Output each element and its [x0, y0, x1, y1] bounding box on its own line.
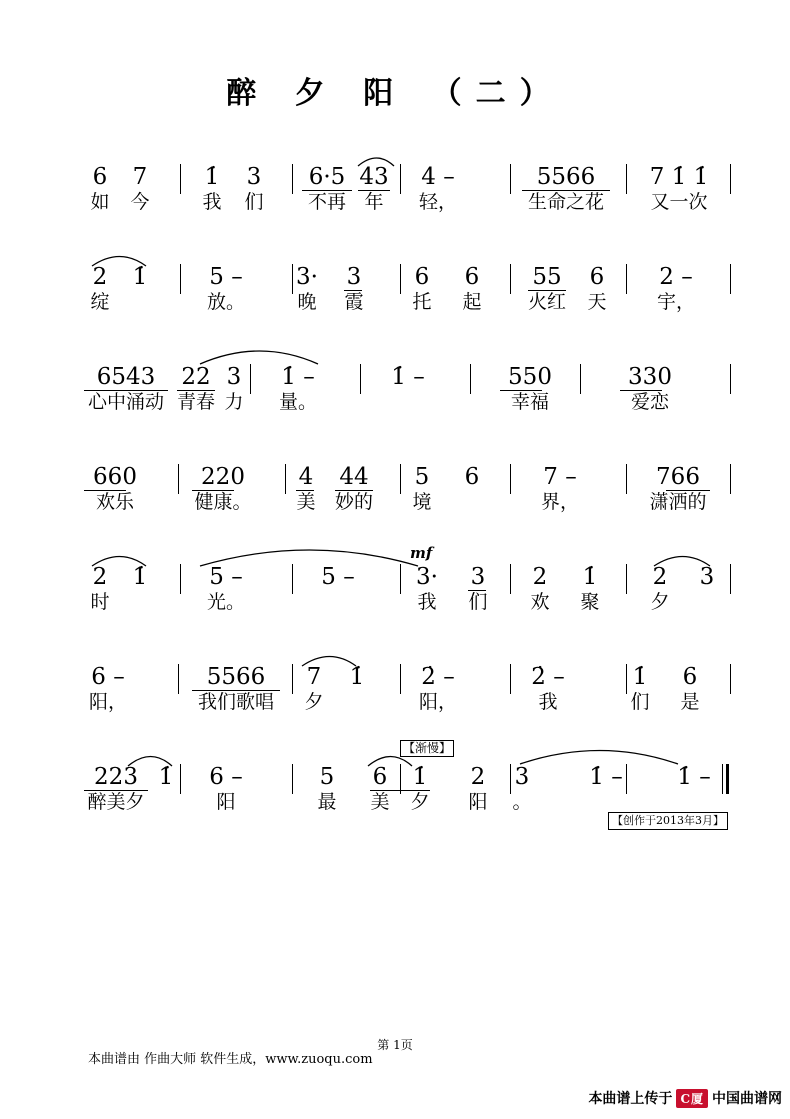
- note-cell: [636, 164, 722, 214]
- note-number: 5: [414, 464, 430, 490]
- barline: [626, 464, 627, 494]
- barline: [730, 664, 731, 694]
- beam-line: [335, 490, 373, 491]
- lyric-text: 。: [512, 791, 532, 813]
- lyric-text: 境: [412, 491, 432, 513]
- lyric-text: 美: [370, 791, 390, 813]
- note-cell: [154, 764, 178, 790]
- lyric-text: 放。: [206, 291, 245, 313]
- note-cell: [198, 264, 254, 314]
- note-cell: [628, 664, 652, 714]
- score-line-2: [70, 250, 730, 350]
- score-line-1: [70, 150, 730, 250]
- note-cell: [88, 564, 112, 614]
- lyric-text: 醉美夕: [87, 791, 145, 813]
- lyric-text: 幸福: [510, 391, 549, 413]
- barline: [400, 264, 401, 294]
- beam-line: [358, 190, 390, 191]
- barline: [292, 664, 293, 694]
- barline: [730, 464, 731, 494]
- barline: [730, 264, 731, 294]
- note-cell: [410, 664, 466, 714]
- lyric-text: 宇，: [656, 291, 695, 313]
- note-cell: [80, 464, 150, 514]
- note-cell: [128, 564, 152, 590]
- lyric-text: 夕: [410, 791, 430, 813]
- barline: [626, 664, 627, 694]
- note-cell: [518, 164, 614, 214]
- beam-line: [177, 390, 215, 391]
- lyric-text: 生命之花: [527, 191, 604, 213]
- lyric-text: 托: [412, 291, 432, 313]
- dynamic-mf: mf: [410, 544, 433, 562]
- note-cell: [666, 764, 722, 790]
- barline: [580, 364, 581, 394]
- note-number: 3: [346, 264, 362, 290]
- uploaded-by-label: 本曲谱上传于: [588, 1091, 673, 1107]
- note-cell: [174, 364, 218, 414]
- note-cell: [345, 664, 369, 690]
- note-number: 3·: [296, 264, 318, 290]
- note-number: 5566: [206, 664, 266, 690]
- note-number: 660: [93, 464, 137, 490]
- beam-line: [302, 190, 352, 191]
- lyric-text: 聚: [580, 591, 600, 613]
- lyric-text: 妙的: [334, 491, 373, 513]
- note-number: 3: [514, 764, 530, 790]
- barline: [400, 564, 401, 594]
- lyric-text: 阳，: [88, 691, 127, 713]
- music-score: [70, 150, 730, 860]
- lyric-text: 力: [224, 391, 244, 413]
- slur-arc: [200, 344, 320, 366]
- note-cell: [302, 664, 326, 714]
- note-number: 4 –: [421, 164, 455, 190]
- note-cell: [342, 264, 366, 314]
- note-number: 330: [628, 364, 672, 390]
- lyric-text: 霞: [344, 291, 364, 313]
- lyric-text: 我: [538, 691, 558, 713]
- barline: [510, 664, 511, 694]
- lyric-text: 欢: [530, 591, 550, 613]
- note-number: 22: [181, 364, 211, 390]
- note-number: 6: [92, 164, 108, 190]
- note-cell: [525, 264, 569, 314]
- note-cell: [188, 664, 284, 714]
- slur-arc: [358, 152, 396, 168]
- note-number: 3: [699, 564, 715, 590]
- note-cell: [292, 264, 322, 314]
- note-number: 1̇: [204, 164, 220, 190]
- note-number: 1̇ –: [677, 764, 711, 790]
- note-number: 2 –: [659, 264, 693, 290]
- note-number: 2: [92, 264, 108, 290]
- note-cell: [302, 164, 352, 214]
- barline: [626, 164, 627, 194]
- note-number: 3: [470, 564, 486, 590]
- barline: [360, 364, 361, 394]
- lyric-text: 们: [630, 691, 650, 713]
- thin-barline: [722, 764, 723, 794]
- barline: [292, 564, 293, 594]
- note-cell: [648, 264, 704, 314]
- barline: [400, 464, 401, 494]
- note-cell: [532, 464, 588, 514]
- lyric-text: 潇洒的: [649, 491, 707, 513]
- note-cell: [128, 164, 152, 214]
- note-number: 2: [470, 764, 486, 790]
- note-number: 6 –: [209, 764, 243, 790]
- score-line-6: [70, 650, 730, 750]
- barline: [400, 664, 401, 694]
- lyric-text: 我: [417, 591, 437, 613]
- score-line-7: [70, 741, 730, 860]
- note-number: 6: [589, 264, 605, 290]
- note-number: 7 1̇ 1̇: [649, 164, 709, 190]
- note-number: 6: [372, 764, 388, 790]
- final-barline: [722, 764, 730, 794]
- lyric-text: 光。: [206, 591, 245, 613]
- note-number: 223: [94, 764, 138, 790]
- note-number: 2̇ –: [531, 664, 565, 690]
- barline: [180, 564, 181, 594]
- note-cell: [128, 264, 152, 290]
- note-number: 3: [226, 364, 242, 390]
- note-number: 6: [682, 664, 698, 690]
- lyric-text: 夕: [650, 591, 670, 613]
- lyric-text: 起: [462, 291, 482, 313]
- note-number: 5 –: [209, 564, 243, 590]
- lyric-text: 我们歌唱: [197, 691, 274, 713]
- note-number: 6 –: [91, 664, 125, 690]
- note-number: 6: [464, 264, 480, 290]
- note-cell: [412, 564, 442, 614]
- note-cell: [368, 764, 392, 814]
- note-cell: [638, 464, 718, 514]
- note-cell: [310, 564, 366, 590]
- note-cell: [520, 664, 576, 714]
- site-name[interactable]: 中国曲谱网: [712, 1091, 782, 1107]
- note-number: 1̇: [132, 564, 148, 590]
- lyric-text: 又一次: [650, 191, 708, 213]
- note-cell: [380, 364, 436, 390]
- lyric-text: 阳，: [418, 691, 457, 713]
- site-credit: [588, 1088, 782, 1108]
- note-number: 1̇ –: [589, 764, 623, 790]
- note-number: 1̇: [632, 664, 648, 690]
- note-cell: [578, 764, 634, 790]
- note-number: 5566: [536, 164, 596, 190]
- note-cell: [615, 364, 685, 414]
- page-number: 第 1页: [377, 1038, 413, 1052]
- beam-line: [522, 190, 610, 191]
- note-number: 3·: [416, 564, 438, 590]
- note-number: 2: [532, 564, 548, 590]
- thick-barline: [726, 764, 729, 794]
- note-cell: [88, 264, 112, 314]
- barline: [250, 364, 251, 394]
- lyric-text: 时: [90, 591, 110, 613]
- lyric-text: 量。: [278, 391, 317, 413]
- note-cell: [315, 764, 339, 814]
- note-number: 43: [359, 164, 389, 190]
- note-cell: [88, 164, 112, 214]
- lyric-text: 绽: [90, 291, 110, 313]
- lyric-text: 爱恋: [630, 391, 669, 413]
- beam-line: [500, 390, 542, 391]
- beam-line: [296, 490, 314, 491]
- lyric-text: 美: [296, 491, 316, 513]
- note-number: 5 –: [321, 564, 355, 590]
- lyric-text: 晚: [297, 291, 317, 313]
- barline: [510, 164, 511, 194]
- note-cell: [270, 364, 326, 414]
- lyric-text: 是: [680, 691, 700, 713]
- lyric-text: 最: [317, 791, 337, 813]
- note-number: 5: [319, 764, 335, 790]
- lyric-text: 天: [587, 291, 607, 313]
- lyric-text: 们: [468, 591, 488, 613]
- score-line-5: [70, 544, 730, 650]
- note-cell: [198, 764, 254, 814]
- note-cell: [695, 564, 719, 590]
- lyric-text: 阳: [468, 791, 488, 813]
- note-cell: [80, 764, 152, 814]
- note-cell: [410, 464, 434, 514]
- barline: [180, 264, 181, 294]
- note-cell: [294, 464, 318, 514]
- beam-line: [666, 490, 710, 491]
- note-number: 2: [92, 564, 108, 590]
- lyric-text: 阳: [216, 791, 236, 813]
- beam-line: [84, 790, 148, 791]
- lyric-text: 们: [244, 191, 264, 213]
- note-cell: [578, 564, 602, 614]
- note-cell: [200, 164, 224, 214]
- barline: [626, 564, 627, 594]
- lyric-text: 年: [364, 191, 384, 213]
- lyric-text: 界，: [540, 491, 579, 513]
- note-number: 1̇ –: [391, 364, 425, 390]
- slur-arc-long: [520, 744, 680, 766]
- lyric-text: 今: [130, 191, 150, 213]
- beam-line: [344, 290, 362, 291]
- note-cell: [460, 464, 484, 490]
- note-number: 4: [298, 464, 314, 490]
- note-number: 1̇: [582, 564, 598, 590]
- note-cell: [198, 564, 254, 614]
- lyric-text: 轻，: [418, 191, 457, 213]
- score-line-4: [70, 450, 730, 550]
- note-number: 550: [508, 364, 552, 390]
- lyric-text: 夕: [304, 691, 324, 713]
- note-number: 6: [414, 264, 430, 290]
- barline: [178, 464, 179, 494]
- note-number: 1̇: [132, 264, 148, 290]
- beam-line: [84, 390, 168, 391]
- barline: [285, 464, 286, 494]
- note-number: 220: [201, 464, 245, 490]
- note-number: 6·5: [308, 164, 346, 190]
- lyric-text: 不再: [307, 191, 346, 213]
- note-cell: [80, 364, 172, 414]
- beam-line: [192, 490, 234, 491]
- note-cell: [648, 564, 672, 614]
- score-line-3: [70, 350, 730, 450]
- site-logo-icon: C厦: [676, 1089, 708, 1108]
- barline: [292, 164, 293, 194]
- beam-line: [192, 690, 280, 691]
- lyric-text: 如: [90, 191, 110, 213]
- note-number: 1̇ –: [281, 364, 315, 390]
- barline: [470, 364, 471, 394]
- note-number: 44: [339, 464, 369, 490]
- beam-line: [468, 590, 486, 591]
- barline: [400, 164, 401, 194]
- barline: [510, 464, 511, 494]
- barline: [292, 764, 293, 794]
- note-number: 3: [246, 164, 262, 190]
- barline: [626, 264, 627, 294]
- lyric-text: 心中涌动: [87, 391, 164, 413]
- barline: [730, 564, 731, 594]
- note-number: 7 –: [543, 464, 577, 490]
- note-cell: [585, 264, 609, 314]
- composition-date-note: 【创作于2013年3月】: [608, 812, 728, 830]
- page-title: 醉 夕 阳 （二）: [226, 76, 564, 111]
- note-cell: [242, 164, 266, 214]
- lyric-text: 火红: [527, 291, 566, 313]
- note-number: 6: [464, 464, 480, 490]
- note-cell: [460, 264, 484, 314]
- barline: [180, 764, 181, 794]
- barline: [510, 564, 511, 594]
- note-cell: [678, 664, 702, 714]
- note-cell: [466, 564, 490, 614]
- lyric-text: 我: [202, 191, 222, 213]
- note-number: 5 –: [209, 264, 243, 290]
- note-number: 766: [656, 464, 700, 490]
- note-number: 1̇: [412, 764, 428, 790]
- footer-divider: [0, 1078, 790, 1079]
- note-cell: [356, 164, 392, 214]
- note-cell: [528, 564, 552, 614]
- note-number: 55: [532, 264, 562, 290]
- lyric-text: 青春: [176, 391, 215, 413]
- note-cell: [188, 464, 258, 514]
- note-cell: [410, 264, 434, 314]
- barline: [510, 264, 511, 294]
- note-number: 7: [306, 664, 322, 690]
- note-number: 1̇: [349, 664, 365, 690]
- note-number: 6543: [96, 364, 156, 390]
- tempo-marking: 【渐慢】: [400, 740, 454, 757]
- lyric-text: 健康。: [194, 491, 252, 513]
- note-number: 2: [652, 564, 668, 590]
- note-cell: [510, 764, 534, 814]
- note-cell: [495, 364, 565, 414]
- note-cell: [408, 764, 432, 814]
- note-cell: [222, 364, 246, 414]
- beam-line: [620, 390, 662, 391]
- lyric-text: 欢乐: [95, 491, 134, 513]
- barline: [730, 164, 731, 194]
- note-cell: [80, 664, 136, 714]
- beam-line: [370, 790, 430, 791]
- note-number: 7: [132, 164, 148, 190]
- barline: [180, 164, 181, 194]
- note-cell: [410, 164, 466, 214]
- barline: [178, 664, 179, 694]
- note-number: 1̇: [158, 764, 174, 790]
- note-number: 2̇ –: [421, 664, 455, 690]
- software-credit: 本曲谱由 作曲大师 软件生成，www.zuoqu.com: [88, 1052, 373, 1067]
- barline: [730, 364, 731, 394]
- beam-line: [528, 290, 566, 291]
- note-cell: [332, 464, 376, 514]
- note-cell: [466, 764, 490, 814]
- beam-line: [84, 490, 126, 491]
